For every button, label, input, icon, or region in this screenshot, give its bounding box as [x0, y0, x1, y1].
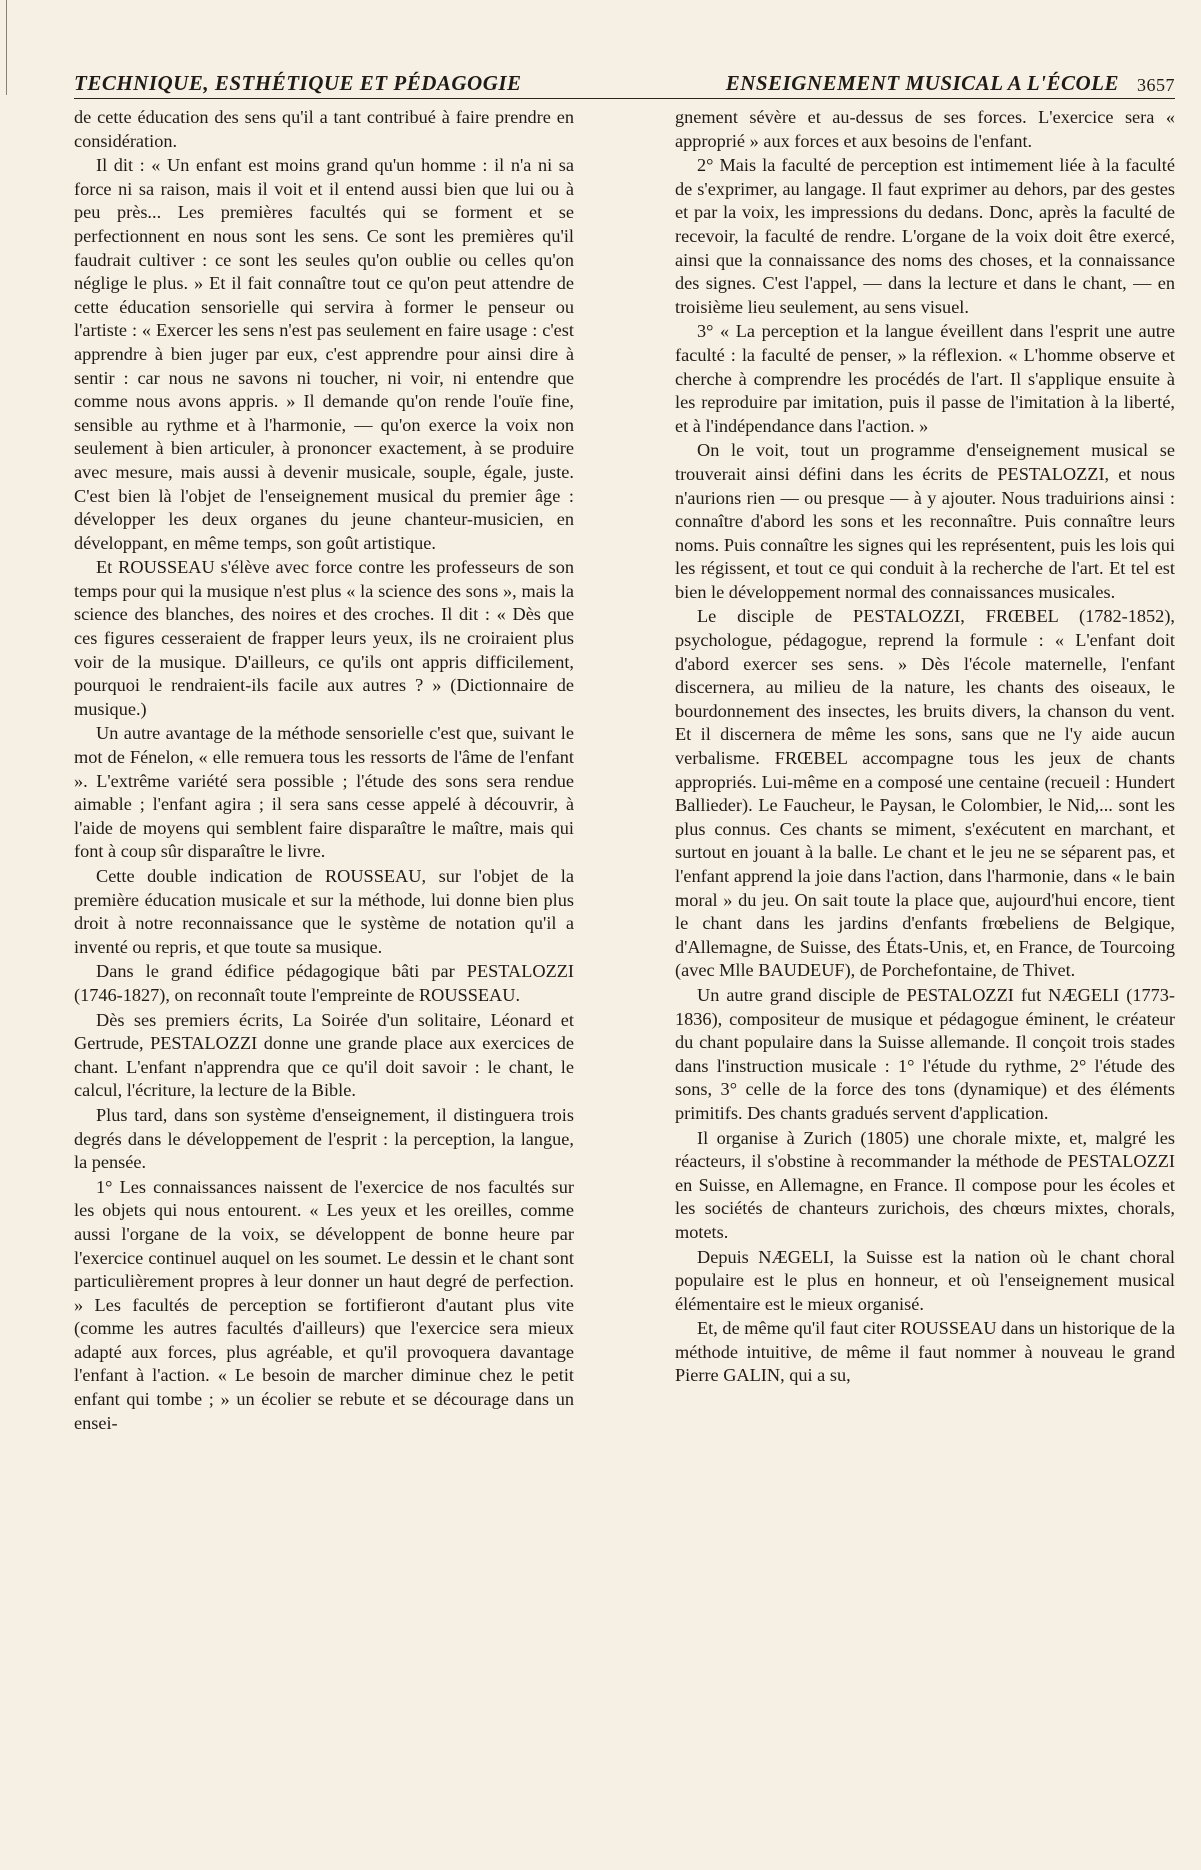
paragraph: Il dit : « Un enfant est moins grand qu'un homme : il n'a ni sa force ni sa raison, mais il voit et il entend aussi bien que lui ou à peu près... Les premières facultés qui se forment et se perfectionnent en nous sont les sens. Ce sont les premières qu'il faudrait cultiver : ce sont les seules qu'on oublie ou celles qu'on néglige le plus. » Et il fait connaître tout ce qu'on peut attendre de cette éducation sensorielle qui servira à former le penseur ou l'artiste : « Exercer les sens n'est pas seulement en faire usage : c'est apprendre à bien juger par eux, c'est apprendre pour ainsi dire à sentir : car nous ne savons ni toucher, ni voir, ni entendre que comme nous avons appris. » Il demande qu'on rende l'ouïe fine, sensible au rythme et à l'harmonie, — qu'on exerce la voix non seulement à bien articuler, à prononcer exactement, à se produire avec mesure, mais aussi à devenir musicale, souple, égale, juste. C'est bien là l'objet de l'enseignement musical du premier âge : développer les deux organes du jeune chanteur-musicien, en développant, en même temps, son goût artistique. — [74, 155, 574, 553]
running-header — [74, 64, 1175, 99]
paragraph: gnement sévère et au-dessus de ses forces. L'exercice sera « approprié » aux forces et aux besoins de l'enfant. — [675, 107, 1175, 151]
page-number: 3657 — [1137, 75, 1175, 95]
text-columns — [74, 106, 1175, 1856]
header-right-title: ENSEIGNEMENT MUSICAL A L'ÉCOLE — [725, 71, 1119, 95]
paragraph: Un autre grand disciple de PESTALOZZI fut NÆGELI (1773-1836), compositeur de musique et pédagogue éminent, le créateur du chant populaire dans la Suisse allemande. Il conçoit trois stades dans l'instruction musicale : 1° l'étude du rythme, 2° l'étude des sons, 3° celle de la force des tons (dynamique) et des éléments primitifs. Des chants gradués servent d'application. — [675, 984, 1175, 1123]
paragraph: Et, de même qu'il faut citer ROUSSEAU dans un historique de la méthode intuitive, de même il faut nommer à nouveau le grand Pierre GALIN, qui a su, — [675, 1318, 1175, 1386]
left-column — [74, 106, 574, 1856]
paragraph: Un autre avantage de la méthode sensorielle c'est que, suivant le mot de Fénelon, « elle remuera tous les ressorts de l'âme de l'enfant ». L'extrême variété sera possible ; l'étude des sons sera rendue aimable ; l'enfant agira ; il sera sans cesse appelé à découvrir, à l'aide de moyens qui semblent faire disparaître le maître, mais qui font à coup sûr disparaître le livre. — [74, 723, 574, 862]
paragraph: Plus tard, dans son système d'enseignement, il distinguera trois degrés dans le développement de l'esprit : la perception, la langue, la pensée. — [74, 1104, 574, 1173]
paragraph: 3° « La perception et la langue éveillent dans l'esprit une autre faculté : la faculté de penser, » la réflexion. « L'homme observe et cherche à comprendre les procédés de l'art. Il s'applique ensuite à les reproduire par imitation, puis il passe de l'imitation à la liberté, et à l'indépendance dans l'action. » — [675, 321, 1175, 436]
paragraph: 2° Mais la faculté de perception est intimement liée à la faculté de s'exprimer, au langage. Il faut exprimer au dehors, par des gestes et par la voix, les impressions du dedans. Donc, après la faculté de recevoir, la faculté de rendre. L'organe de la voix doit être exercé, ainsi que la connaissance des noms des choses, et la connaissance des signes. C'est l'appel, — dans la lecture et dans le chant, — en troisième lieu seulement, au sens visuel. — [675, 155, 1175, 317]
header-left-title: TECHNIQUE, ESTHÉTIQUE ET PÉDAGOGIE — [74, 71, 522, 95]
paragraph: Dans le grand édifice pédagogique bâti par PESTALOZZI (1746-1827), on reconnaît toute l'empreinte de ROUSSEAU. — [74, 961, 574, 1005]
page-edge-line — [6, 0, 7, 95]
paragraph: Et ROUSSEAU s'élève avec force contre les professeurs de son temps pour qui la musique n'est plus « la science des sons », mais la science des blanches, des noires et des croches. Il dit : « Dès que ces figures cesseraient de frapper leurs yeux, ils ne croiraient plus voir de la musique. D'ailleurs, ce qu'ils ont appris difficilement, pourquoi le rendraient-ils facile aux autres ? » (Dictionnaire de musique.) — [74, 557, 574, 719]
paragraph: de cette éducation des sens qu'il a tant contribué à faire prendre en considération. — [74, 107, 574, 151]
paragraph: Cette double indication de ROUSSEAU, sur l'objet de la première éducation musicale et sur la méthode, lui donne bien plus droit à notre reconnaissance que le système de notation qu'il a inventé ou repris, et que toute sa musique. — [74, 866, 574, 957]
paragraph: Le disciple de PESTALOZZI, FRŒBEL (1782-1852), psychologue, pédagogue, reprend la formule : « L'enfant doit d'abord exercer ses sens. » Dès l'école maternelle, l'enfant discernera, au milieu de la nature, les chants des oiseaux, le bourdonnement des insectes, les bruits divers, la chanson du vent. Et il discernera de même les sons, sans que ne l'y aide aucun verbalisme. FRŒBEL accompagne tous les jeux de chants appropriés. Lui-même en a composé une centaine (recueil : Hundert Ballieder). Le Faucheur, le Paysan, le Colombier, le Nid,... sont les plus connus. Ces chants se miment, s'exécutent en marchant, et surtout en jouant à la balle. Le chant et le jeu ne se séparent pas, et l'enfant apprend la joie dans l'action, dans l'harmonie, dans « le bain moral » du jeu. On sait toute la place que, aujourd'hui encore, tient le chant dans les jardins d'enfants frœbeliens de Belgique, d'Allemagne, de Suisse, des États-Unis, et, en France, de Tourcoing (avec Mlle BAUDEUF), de Porchefontaine, de Thivet. — [675, 606, 1175, 981]
header-right — [726, 71, 1175, 96]
paragraph: 1° Les connaissances naissent de l'exercice de nos facultés sur les objets qui nous entourent. « Les yeux et les oreilles, comme aussi l'organe de la voix, se développent de bonne heure par l'exercice continuel auquel on les soumet. Le dessin et le chant sont particulièrement propres à leur donner un haut degré de perfection. » Les facultés de perception se fortifieront d'autant plus vite (comme les autres facultés d'ailleurs) que l'exercice sera mieux adapté aux forces, plus agréable, et qu'il provoquera davantage l'enfant à l'action. « Le besoin de marcher diminue chez le petit enfant qui tombe ; » un écolier se rebute et se décourage dans un ensei- — [74, 1176, 574, 1433]
paragraph: Depuis NÆGELI, la Suisse est la nation où le chant choral populaire est le plus en honneur, et où l'enseignement musical élémentaire est le mieux organisé. — [675, 1246, 1175, 1314]
paragraph: Il organise à Zurich (1805) une chorale mixte, et, malgré les réacteurs, il s'obstine à recommander la méthode de PESTALOZZI en Suisse, en Allemagne, en France. Il compose pour les écoles et les sociétés de chanteurs zurichois, des chœurs mixtes, chorals, motets. — [675, 1127, 1175, 1242]
paragraph: Dès ses premiers écrits, La Soirée d'un solitaire, Léonard et Gertrude, PESTALOZZI donne une grande place aux exercices de chant. L'enfant n'apprendra que ce qu'il doit savoir : le chant, le calcul, l'écriture, la lecture de la Bible. — [74, 1009, 574, 1101]
right-column — [675, 106, 1175, 1856]
paragraph: On le voit, tout un programme d'enseignement musical se trouverait ainsi défini dans les écrits de PESTALOZZI, et nous n'aurions rien — ou presque — à y ajouter. Nous traduirions ainsi : connaître d'abord les sons et les reconnaître. Puis connaître leurs noms. Puis connaître les signes qui les représentent, puis les lois qui les régissent, et tout ce qui conduit à la recherche de l'art. Et tel est bien le développement normal des connaissances musicales. — [675, 440, 1175, 602]
